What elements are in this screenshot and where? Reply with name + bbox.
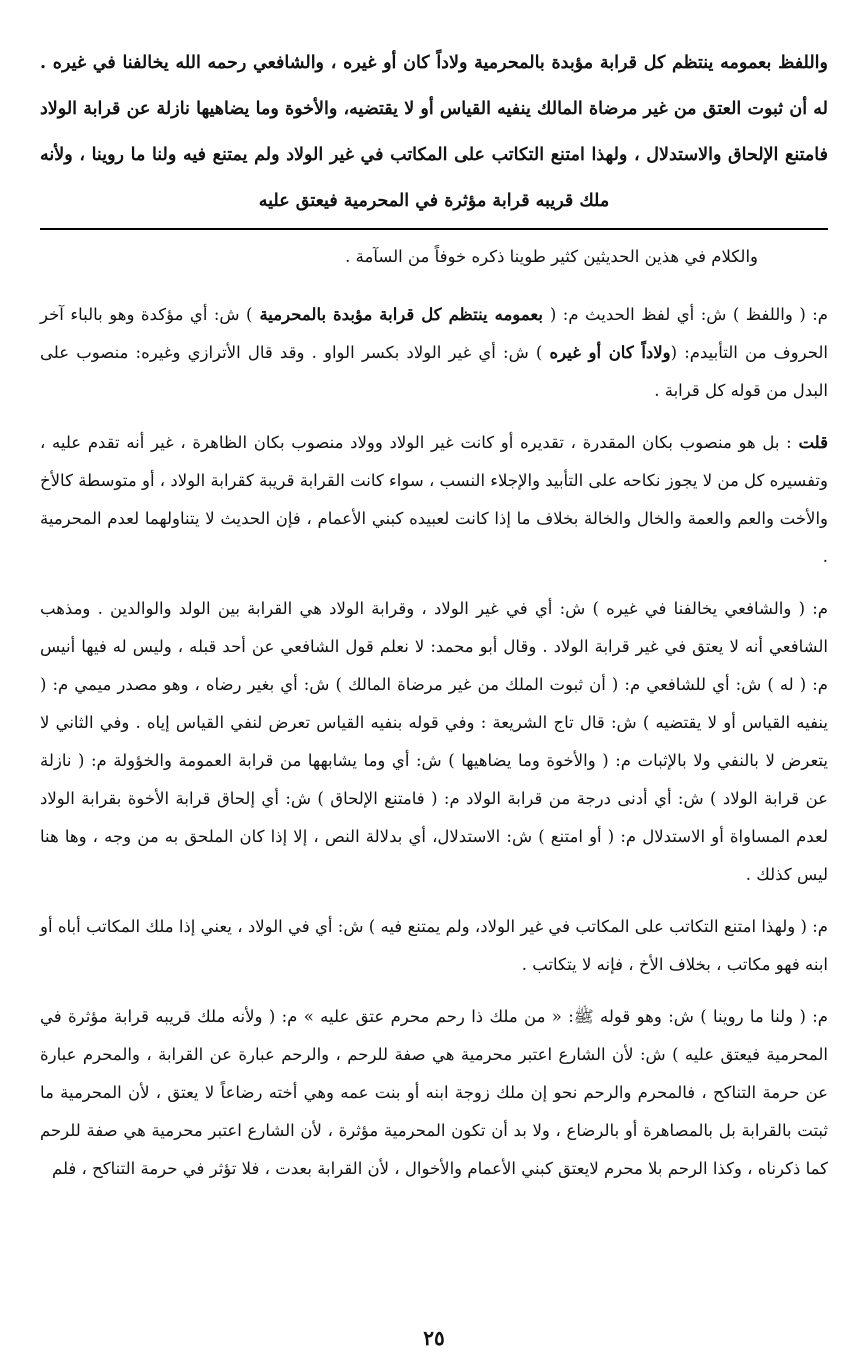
- commentary-paragraph-3: م: ( والشافعي يخالفنا في غيره ) ش: أي في غير الولاد ، وقرابة الولاد هي القرابة بين الولد والوالدين . ومذهب الشافعي أنه لا يعتق في غير قرابة الولاد . وقال أبو محمد: لا نعلم قول الشافعي عن أحد قبله ، وليس له فيها أنيس م: ( له ) ش: أي للشافعي م: ( أن ثبوت الملك من غير مرضاة المالك ) ش: أي بغير رضاه ، وهو مصدر ميمي م: ( ينفيه القياس أو لا يقتضيه ) ش: قال تاج الشريعة : وفي قوله بنفيه القياس تعرض لنفي القياس إياه . وفي الثاني لا يتعرض لا بالنفي ولا بالإثبات م: ( والأخوة وما يضاهيها ) ش: أي وما يشابهها من قرابة العمومة والخؤولة م: ( نازلة عن قرابة الولاد ) ش: أي أدنى درجة من قرابة الولاد م: ( فامتنع الإلحاق ) ش: أي إلحاق قرابة الأخوة بقرابة الولاد لعدم المساواة أو الاستدلال م: ( أو امتنع ) ش: الاستدلال، أي بدلالة النص ، إلا إذا كان الملحق به من وجه ، وها هنا ليس كذلك .: [40, 599, 828, 884]
- qult-label: قلت: [798, 433, 828, 452]
- commentary-intro: والكلام في هذين الحديثين كثير طوينا ذكره خوفاً من السآمة .: [345, 247, 758, 266]
- matn-text: واللفظ بعمومه ينتظم كل قرابة مؤبدة بالمحرمية ولاداً كان أو غيره ، والشافعي رحمه الله يخالفنا في غيره . له أن ثبوت العتق من غير مرضاة المالك ينفيه القياس أو لا يقتضيه، والأخوة وما يضاهيها نازلة عن قرابة الولاد فامتنع الإلحاق والاستدلال ، ولهذا امتنع التكاتب على المكاتب في غير الولاد ولم يمتنع فيه ولنا ما روينا ، ولأنه ملك قريبه قرابة مؤثرة في المحرمية فيعتق عليه: [40, 53, 828, 211]
- commentary-paragraph-5: م: ( ولنا ما روينا ) ش: وهو قوله ﷺ: « من ملك ذا رحم محرم عتق عليه » م: ( ولأنه ملك قريبه قرابة مؤثرة في المحرمية فيعتق عليه ) ش: لأن الشارع اعتبر محرمية هي صفة للرحم ، والرحم عبارة عن القرابة ، والمحرم عبارة عن حرمة التناكح ، فالمحرم والرحم نحو إن ملك زوجة ابنه أو بنت عمه وهي أخته رضاعاً لا يعتق ، لأن المحرمية ما ثبتت بالقرابة بل بالمصاهرة أو بالرضاع ، ولا بد أن تكون المحرمية مؤثرة ، لأن الشارع اعتبر محرمية هي صفة للرحم كما ذكرناه ، وكذا الرحم بلا محرم لايعتق كبني الأعمام والأخوال ، لأن القرابة بعدت ، فلا تؤثر في حرمة التناكح ، فلم: [40, 1007, 828, 1178]
- commentary-text: م: ( واللفظ ) ش: أي لفظ الحديث م: (: [549, 305, 828, 324]
- page-number: ٢٥: [423, 1326, 445, 1350]
- commentary: [40, 238, 828, 1202]
- commentary-text: : بل هو منصوب بكان المقدرة ، تقديره أو كانت غير الولاد وولاد منصوب بكان الظاهرة ، غير أنه تقدم عليه ، وتفسيره كل من لا يجوز نكاحه على التأبيد والإجلاء النسب ، سواء كانت القرابة قريبة كقرابة الولاد ، أو متوسطة كالأخ والأخت والعم والعمة والخال والخالة بخلاف ما إذا كانت لعبيده كبني الأعمام ، فإن الحديث لا يتناولهما لعدم المحرمية .: [40, 433, 828, 566]
- commentary-text: ) ش: أي مؤكدة وهو بالباء آخر الحروف من التأبيدم: (: [40, 305, 828, 362]
- quoted-matn: بعمومه ينتظم كل قرابة مؤبدة بالمحرمية: [252, 305, 550, 324]
- commentary-paragraph-4: م: ( ولهذا امتنع التكاتب على المكاتب في غير الولاد، ولم يمتنع فيه ) ش: أي في الولاد ، يعني إذا ملك المكاتب أباه أو ابنه فهو مكاتب ، بخلاف الأخ ، فإنه لا يتكاتب .: [40, 917, 828, 974]
- commentary-paragraph-1: [40, 296, 828, 410]
- commentary-paragraph-2: [40, 424, 828, 576]
- separator-line: [40, 228, 828, 230]
- quoted-matn: ولاداً كان أو غيره: [549, 343, 671, 362]
- commentary-text: ) ش: أي غير الولاد بكسر الواو . وقد قال الأترازي وغيره: منصوب على البدل من قوله كل قرابة .: [40, 343, 828, 400]
